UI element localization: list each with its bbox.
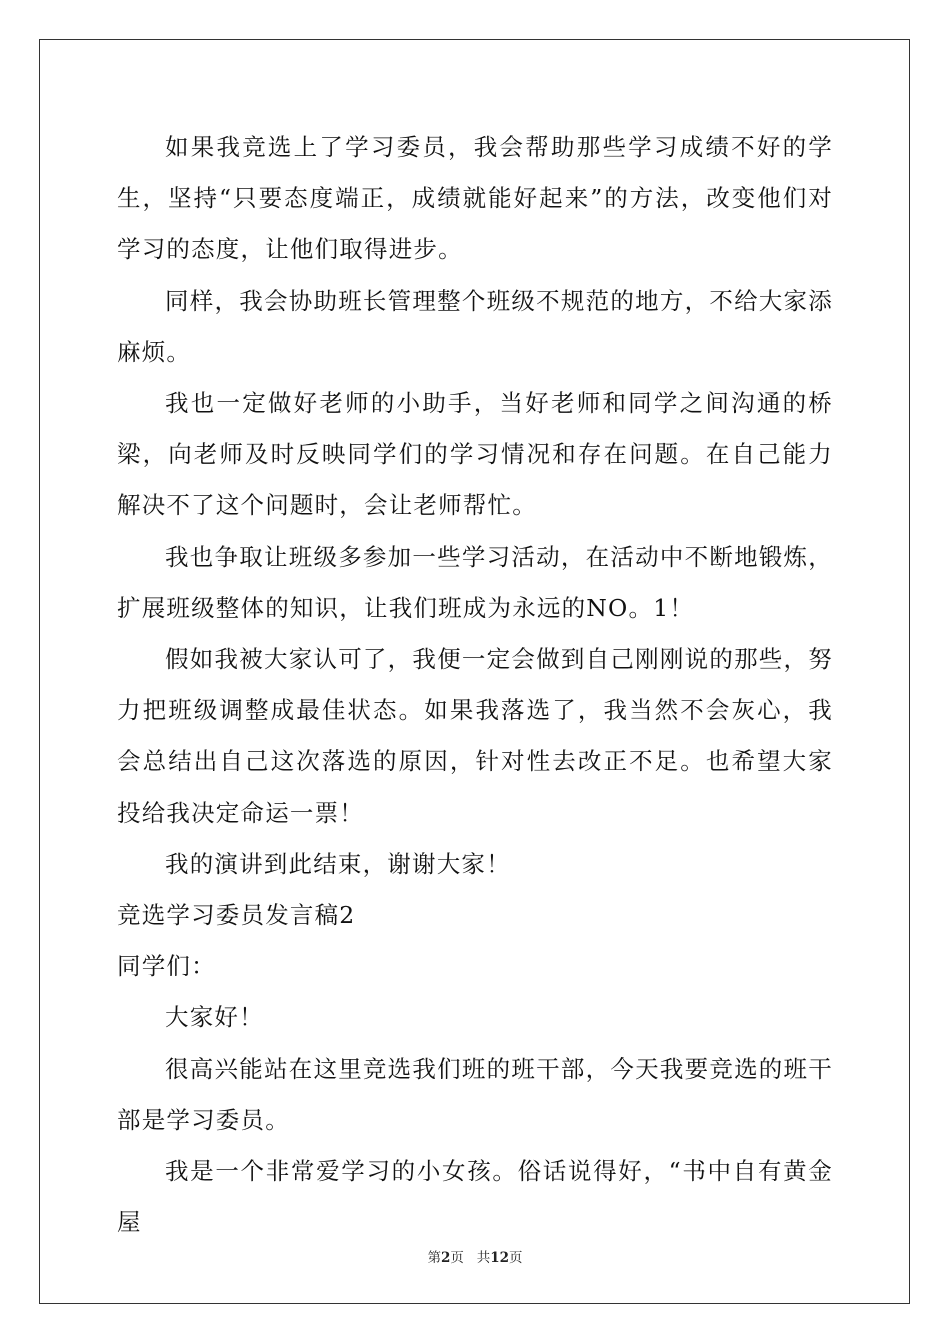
greeting: 大家好！ [165, 1003, 264, 1032]
section-heading: 竞选学习委员发言稿2 [117, 901, 356, 930]
paragraph: 我是一个非常爱学习的小女孩。俗话说得好，“书中自有黄金屋 [117, 1157, 833, 1237]
paragraph: 假如我被大家认可了，我便一定会做到自己刚刚说的那些，努力把班级调整成最佳状态。如果我落选了，我当然不会灰心，我会总结出自己这次落选的原因，针对性去改正不足。也希望大家投给我决定命运一票！ [117, 645, 833, 827]
total-label-prefix: 共 [476, 1250, 491, 1266]
page-label-suffix: 页 [450, 1250, 464, 1266]
paragraph: 同样，我会协助班长管理整个班级不规范的地方，不给大家添麻烦。 [117, 286, 833, 366]
paragraph: 我也一定做好老师的小助手，当好老师和同学之间沟通的桥梁，向老师及时反映同学们的学习情况和存在问题。在自己能力解决不了这个问题时，会让老师帮忙。 [117, 389, 833, 520]
salutation: 同学们： [117, 952, 216, 981]
page-label-prefix: 第 [427, 1250, 441, 1266]
paragraph: 我也争取让班级多参加一些学习活动，在活动中不断地锻炼，扩展班级整体的知识，让我们班成为永远的NO。1！ [117, 542, 833, 622]
total-pages-number: 12 [490, 1250, 510, 1266]
paragraph: 我的演讲到此结束，谢谢大家！ [165, 849, 511, 878]
total-label-suffix: 页 [509, 1250, 523, 1266]
document-body [117, 122, 833, 1248]
page-footer [0, 1246, 950, 1266]
current-page-number: 2 [440, 1250, 451, 1266]
paragraph: 很高兴能站在这里竞选我们班的班干部，今天我要竞选的班干部是学习委员。 [117, 1054, 833, 1134]
paragraph: 如果我竞选上了学习委员，我会帮助那些学习成绩不好的学生，坚持“只要态度端正，成绩就能好起来”的方法，改变他们对学习的态度，让他们取得进步。 [117, 133, 833, 264]
